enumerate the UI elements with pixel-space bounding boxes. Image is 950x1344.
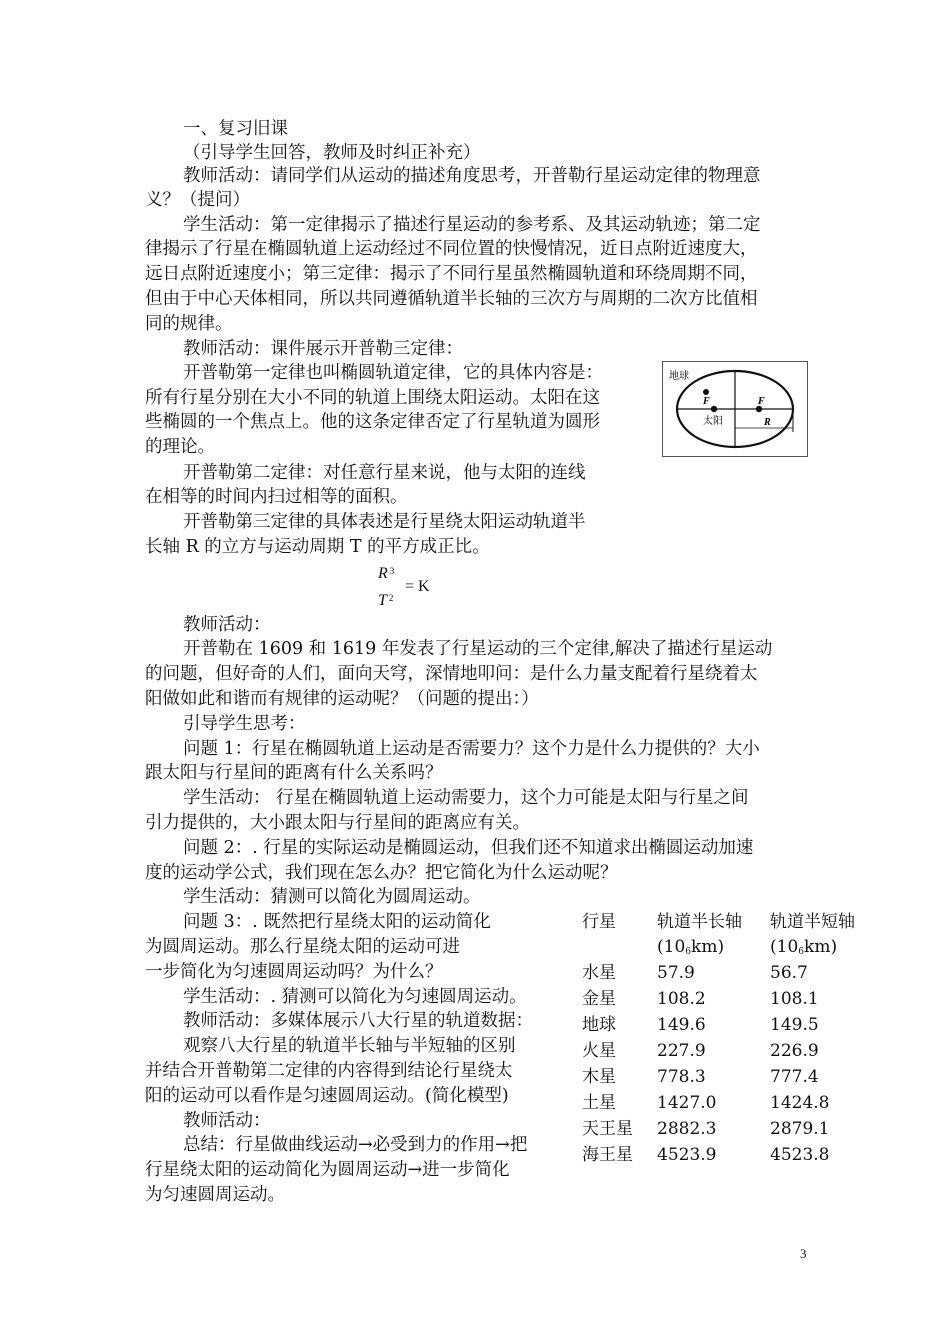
text-line: 阳做如此和谐而有规律的运动呢？（问题的提出：）: [145, 689, 539, 709]
text-line: 度的运动学公式，我们现在怎么办？把它简化为什么运动呢？: [145, 863, 618, 883]
formula-r-exp: 3: [389, 566, 395, 576]
formula-rhs: = K: [405, 578, 430, 595]
text-line: 但由于中心天体相同，所以共同遵循轨道半长轴的三次方与周期的二次方比值相: [145, 289, 758, 309]
text-line: 所有行星分别在大小不同的轨道上围绕太阳运动。太阳在这: [145, 388, 600, 408]
text-line: 开普勒第二定律：对任意行星来说，他与太阳的连线: [183, 463, 586, 483]
text-line: 行星绕太阳的运动简化为圆周运动→进一步简化: [145, 1160, 510, 1180]
text-line: 律揭示了行星在椭圆轨道上运动经过不同位置的快慢情况，近日点附近速度大，: [145, 239, 758, 259]
text-line: 为圆周运动。那么行星绕太阳的运动可进: [145, 937, 460, 957]
text-line: 教师活动：多媒体展示八大行星的轨道数据：: [183, 1011, 533, 1031]
page-number: 3: [800, 1246, 807, 1261]
text-line: 为匀速圆周运动。: [145, 1185, 285, 1205]
text-line: 教师活动：请同学们从运动的描述角度思考，开普勒行星运动定律的物理意: [183, 166, 761, 186]
earth-dot: [703, 389, 709, 395]
col-header-semi-minor: 轨道半短轴: [770, 912, 855, 932]
text-line: 学生活动：第一定律揭示了描述行星运动的参考系、及其运动轨迹；第二定: [183, 215, 761, 235]
formula-t: T: [378, 592, 387, 609]
text-line: 跟太阳与行星间的距离有什么关系吗？: [145, 763, 443, 783]
planet-orbit-table: 行星 轨道半长轴 轨道半短轴 (106km) (106km) 水星 57.9 56.7 金星 108.2 108.1 地球 149.6 149.5 火星 227.9 226.9 木星 778.3 777.4 土星 1427.0 1424.8 天王星 2882.3 2879.1 海王星 4523.9 4523.8: [582, 912, 855, 1165]
kepler-third-law-formula: [378, 565, 458, 613]
text-line: 阳的运动可以看作是匀速圆周运动。(简化模型): [145, 1086, 509, 1106]
text-line: 教师活动：: [183, 1111, 271, 1131]
text-line: 总结：行星做曲线运动→必受到力的作用→把: [183, 1135, 528, 1155]
text-line: 引力提供的，大小跟太阳与行星间的距离应有关。: [145, 813, 530, 833]
text-line: 开普勒第一定律也叫椭圆轨道定律，它的具体内容是：: [183, 363, 603, 383]
formula-t-exp: 2: [388, 593, 394, 603]
text-line: 长轴 R 的立方与运动周期 T 的平方成正比。: [145, 537, 490, 557]
text-line: 学生活动： 行星在椭圆轨道上运动需要力，这个力可能是太阳与行星之间: [183, 788, 749, 808]
radius-label: R: [764, 417, 771, 428]
text-line: 的理论。: [145, 437, 215, 457]
text-line: 的问题，但好奇的人们，面向天穹，深情地叩问：是什么力量支配着行星绕着太: [145, 664, 758, 684]
text-line: 开普勒第三定律的具体表述是行星绕太阳运动轨道半: [183, 512, 586, 532]
sun-label: 太阳: [703, 416, 723, 427]
earth-label: 地球: [669, 371, 689, 382]
text-line: 引导学生思考：: [183, 714, 306, 734]
text-line: 教师活动：课件展示开普勒三定律：: [183, 339, 463, 359]
focus-label-right: F: [758, 396, 765, 407]
text-line: 些椭圆的一个焦点上。他的这条定律否定了行星轨道为圆形: [145, 412, 600, 432]
orbit-diagram: [663, 362, 807, 456]
text-line: 观察八大行星的轨道半长轴与半短轴的区别: [183, 1036, 516, 1056]
text-line: 教师活动：: [183, 615, 271, 635]
orbit-figure: [662, 361, 808, 457]
unit-semi-minor: (106km): [770, 937, 838, 957]
text-line: 一步简化为匀速圆周运动吗？为什么？: [145, 962, 443, 982]
text-line: 问题 2：. 行星的实际运动是椭圆运动，但我们还不知道求出椭圆运动加速: [183, 838, 754, 858]
text-line: 远日点附近速度小；第三定律：揭示了不同行星虽然椭圆轨道和环绕周期不同，: [145, 264, 758, 284]
text-line: 学生活动：. 猜测可以简化为匀速圆周运动。: [183, 987, 527, 1007]
text-line: 义？（提问）: [145, 190, 250, 210]
text-line: 在相等的时间内扫过相等的面积。: [145, 487, 408, 507]
formula-r: R: [378, 565, 388, 582]
text-line: 问题 1：行星在椭圆轨道上运动是否需要力？这个力是什么力提供的？大小: [183, 739, 760, 759]
col-header-planet: 行星: [582, 912, 616, 932]
col-header-semi-major: 轨道半长轴: [657, 912, 742, 932]
text-line: 问题 3：. 既然把行星绕太阳的运动简化: [183, 912, 491, 932]
focus-label-left: F: [703, 396, 710, 407]
unit-semi-major: (106km): [657, 937, 725, 957]
sun-dot: [711, 406, 717, 412]
text-line: （引导学生回答，教师及时纠正补充）: [183, 143, 481, 163]
text-line: 开普勒在 1609 和 1619 年发表了行星运动的三个定律,解决了描述行星运动: [183, 639, 773, 659]
text-line: 学生活动：猜测可以简化为圆周运动。: [183, 887, 481, 907]
text-line: 并结合开普勒第二定律的内容得到结论行星绕太: [145, 1061, 513, 1081]
heading-review: 一、复习旧课: [183, 119, 288, 139]
text-line: 同的规律。: [145, 314, 233, 334]
